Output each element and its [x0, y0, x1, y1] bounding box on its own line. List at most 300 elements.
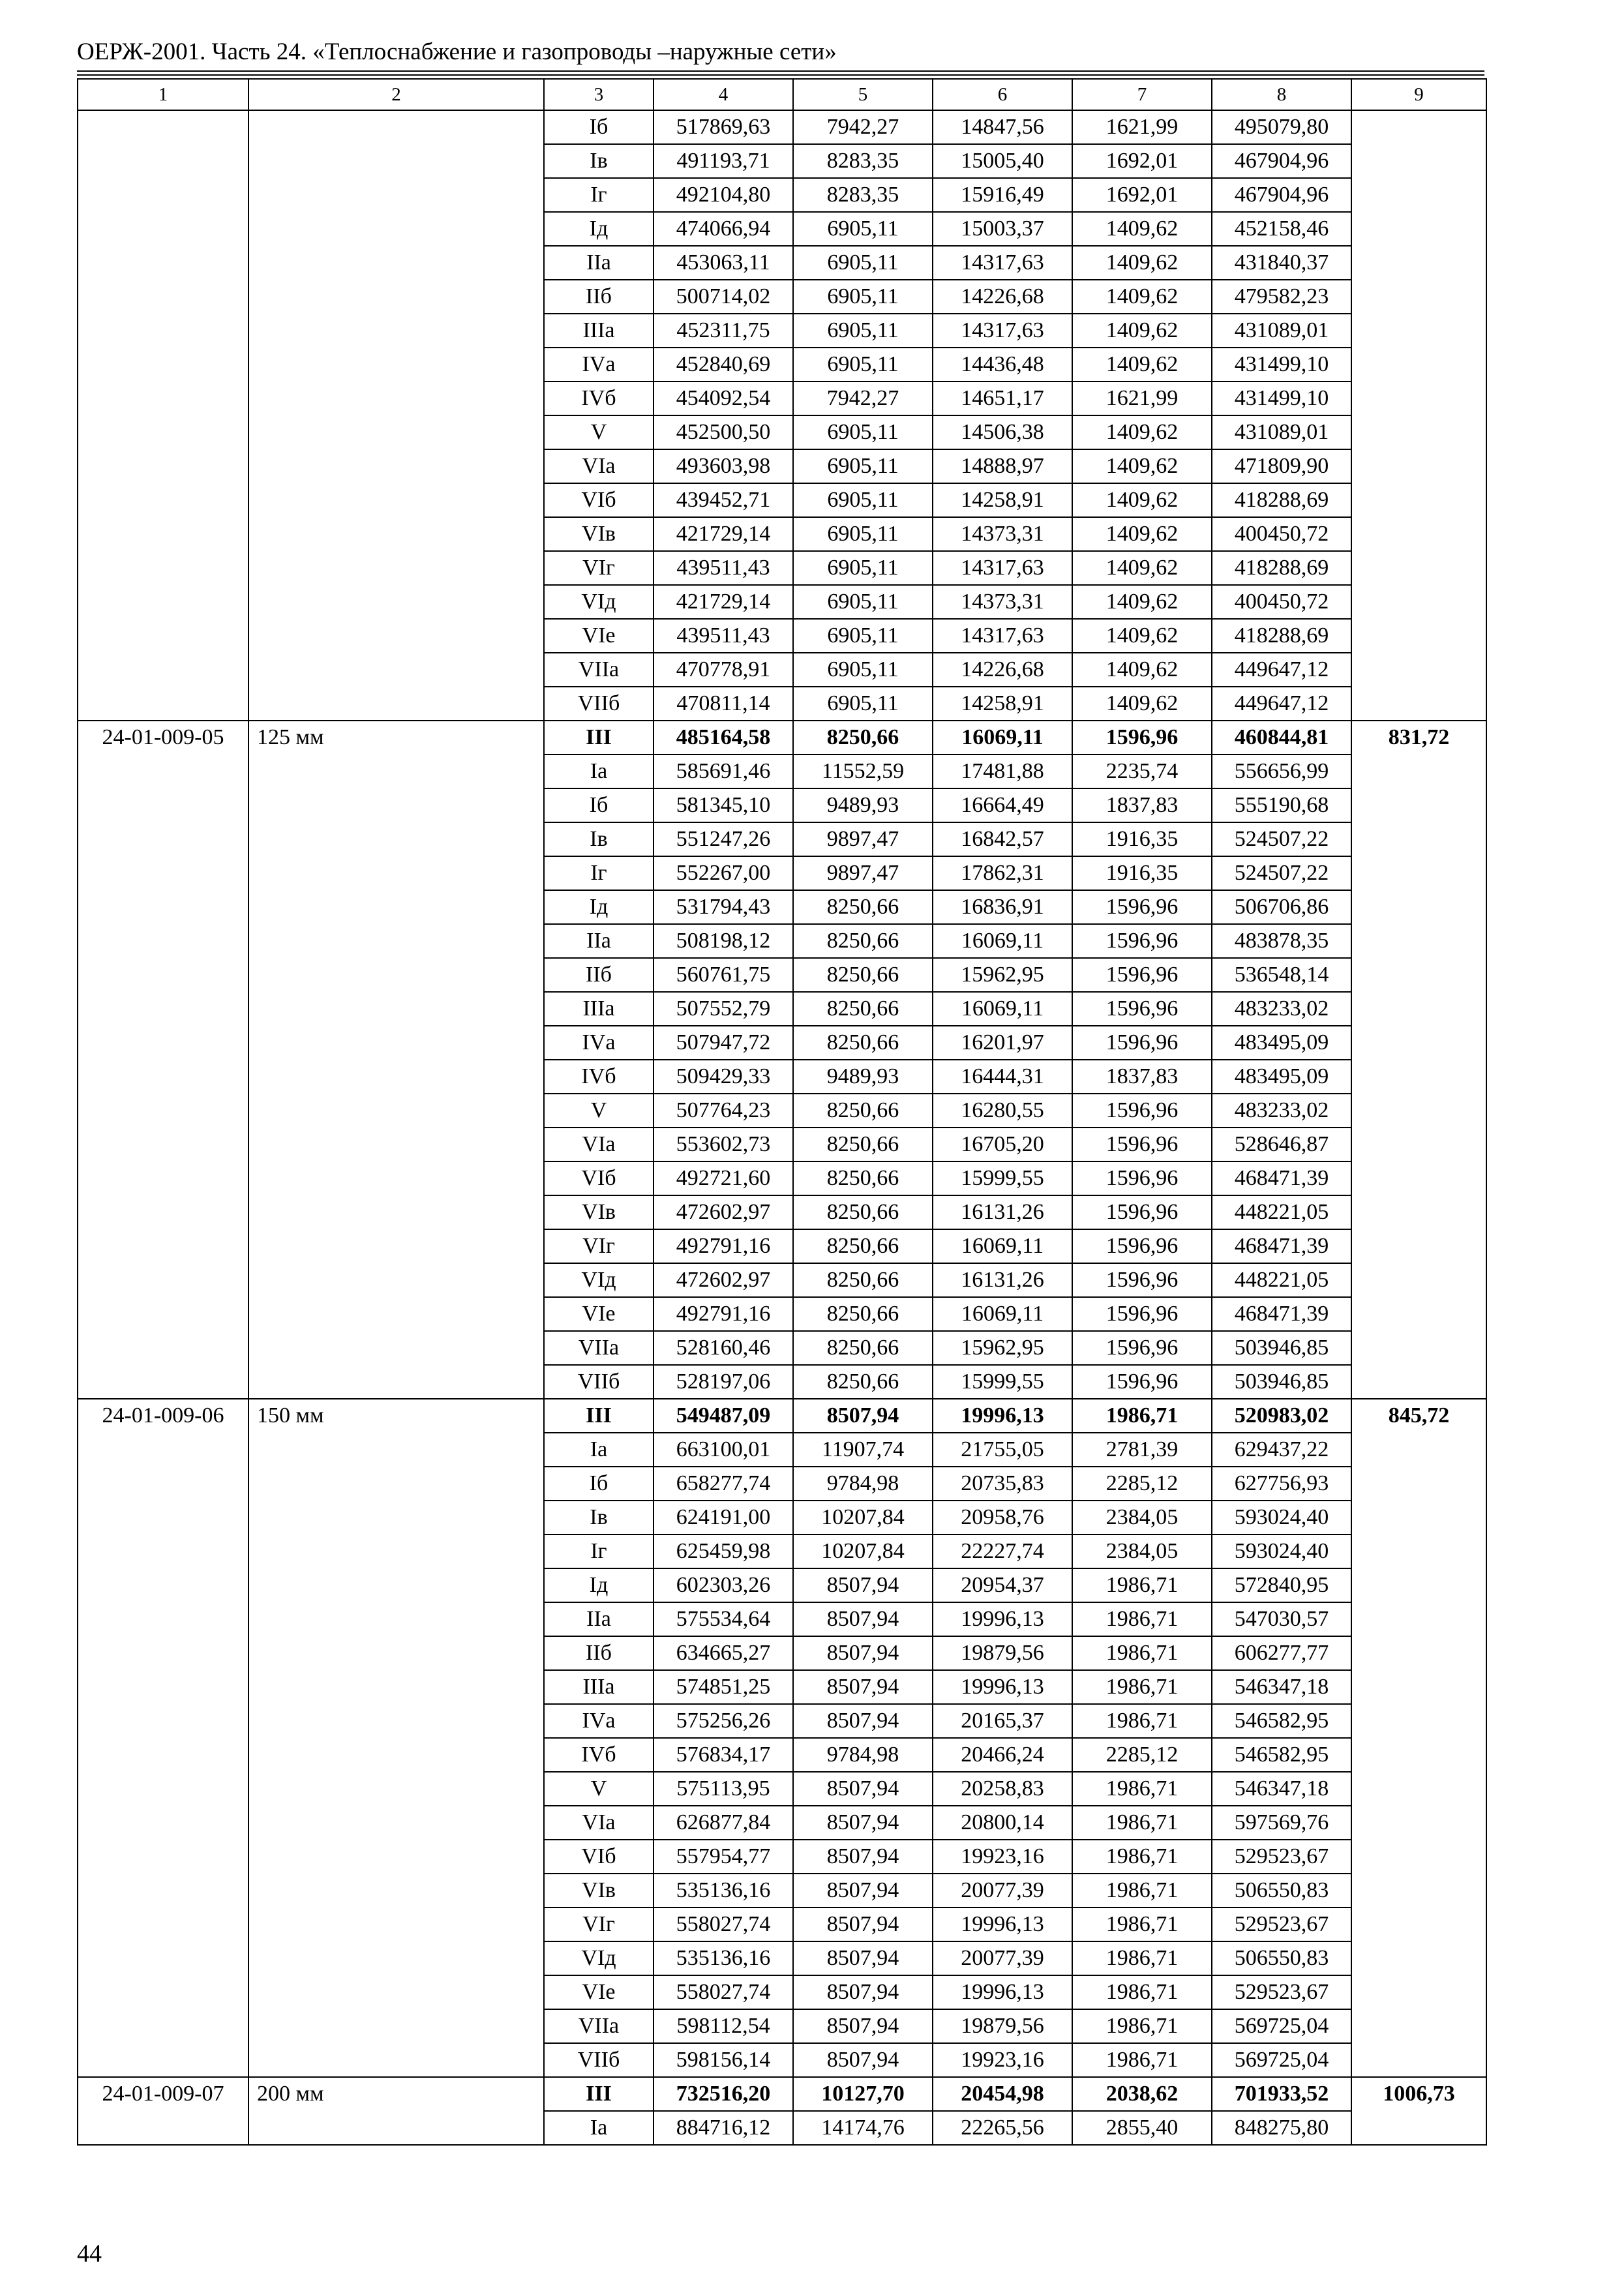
zone-cell: III — [544, 2077, 654, 2111]
value-cell: 20466,24 — [933, 1738, 1072, 1772]
value-cell: 1986,71 — [1072, 1840, 1212, 1874]
value-cell: 553602,73 — [654, 1128, 793, 1161]
value-cell: 14317,63 — [933, 246, 1072, 280]
zone-cell: VIг — [544, 1229, 654, 1263]
value-cell: 1409,62 — [1072, 653, 1212, 687]
value-cell: 1986,71 — [1072, 1670, 1212, 1704]
zone-cell: VIг — [544, 551, 654, 585]
zone-cell: VIе — [544, 619, 654, 653]
value-cell: 448221,05 — [1212, 1195, 1351, 1229]
value-cell: 1409,62 — [1072, 280, 1212, 314]
value-cell: 1409,62 — [1072, 449, 1212, 483]
zone-cell: IVб — [544, 1060, 654, 1094]
value-cell: 452840,69 — [654, 348, 793, 382]
value-cell: 517869,63 — [654, 110, 793, 144]
value-cell: 8507,94 — [793, 1975, 933, 2009]
value-cell: 581345,10 — [654, 788, 793, 822]
value-cell: 483233,02 — [1212, 1094, 1351, 1128]
value-cell: 431089,01 — [1212, 415, 1351, 449]
value-cell: 1596,96 — [1072, 992, 1212, 1026]
zone-cell: Iд — [544, 890, 654, 924]
value-cell: 19996,13 — [933, 1975, 1072, 2009]
value-cell: 439511,43 — [654, 551, 793, 585]
value-cell: 8507,94 — [793, 2009, 933, 2043]
value-cell: 6905,11 — [793, 280, 933, 314]
value-cell: 10207,84 — [793, 1501, 933, 1534]
value-cell: 1986,71 — [1072, 1568, 1212, 1602]
value-cell: 569725,04 — [1212, 2043, 1351, 2077]
value-cell: 2285,12 — [1072, 1467, 1212, 1501]
value-cell: 1986,71 — [1072, 1399, 1212, 1433]
value-cell: 1596,96 — [1072, 1365, 1212, 1399]
value-cell: 467904,96 — [1212, 178, 1351, 212]
value-cell: 528160,46 — [654, 1331, 793, 1365]
value-cell: 557954,77 — [654, 1840, 793, 1874]
header-rule — [77, 74, 1484, 76]
value-cell: 8250,66 — [793, 1161, 933, 1195]
value-cell: 16069,11 — [933, 924, 1072, 958]
value-cell: 546347,18 — [1212, 1772, 1351, 1806]
value-cell: 1692,01 — [1072, 178, 1212, 212]
value-cell: 439452,71 — [654, 483, 793, 517]
value-cell: 15005,40 — [933, 144, 1072, 178]
value-cell: 470778,91 — [654, 653, 793, 687]
value-cell: 492721,60 — [654, 1161, 793, 1195]
value-cell: 421729,14 — [654, 517, 793, 551]
total-cell: 1006,73 — [1351, 2077, 1486, 2145]
value-cell: 16201,97 — [933, 1026, 1072, 1060]
value-cell: 19923,16 — [933, 2043, 1072, 2077]
header-rule — [77, 70, 1484, 72]
value-cell: 1916,35 — [1072, 856, 1212, 890]
value-cell: 1621,99 — [1072, 110, 1212, 144]
value-cell: 20735,83 — [933, 1467, 1072, 1501]
value-cell: 1596,96 — [1072, 958, 1212, 992]
value-cell: 20077,39 — [933, 1941, 1072, 1975]
value-cell: 1986,71 — [1072, 1704, 1212, 1738]
value-cell: 8250,66 — [793, 924, 933, 958]
value-cell: 627756,93 — [1212, 1467, 1351, 1501]
value-cell: 1837,83 — [1072, 788, 1212, 822]
value-cell: 8250,66 — [793, 1229, 933, 1263]
value-cell: 14226,68 — [933, 280, 1072, 314]
value-cell: 597569,76 — [1212, 1806, 1351, 1840]
value-cell: 8250,66 — [793, 1365, 933, 1399]
value-cell: 8507,94 — [793, 1704, 933, 1738]
total-cell: 831,72 — [1351, 721, 1486, 1399]
column-number-cell: 1 — [78, 79, 248, 110]
column-number-cell: 9 — [1351, 79, 1486, 110]
value-cell: 15003,37 — [933, 212, 1072, 246]
value-cell: 9784,98 — [793, 1738, 933, 1772]
value-cell: 14373,31 — [933, 517, 1072, 551]
zone-cell: VIIа — [544, 653, 654, 687]
value-cell: 558027,74 — [654, 1908, 793, 1941]
value-cell: 7942,27 — [793, 382, 933, 415]
zone-cell: Iб — [544, 1467, 654, 1501]
value-cell: 1986,71 — [1072, 1602, 1212, 1636]
zone-cell: Iб — [544, 788, 654, 822]
value-cell: 16131,26 — [933, 1195, 1072, 1229]
value-cell: 15962,95 — [933, 1331, 1072, 1365]
value-cell: 14317,63 — [933, 551, 1072, 585]
value-cell: 1596,96 — [1072, 1094, 1212, 1128]
value-cell: 479582,23 — [1212, 280, 1351, 314]
value-cell: 19879,56 — [933, 2009, 1072, 2043]
value-cell: 8250,66 — [793, 1263, 933, 1297]
value-cell: 454092,54 — [654, 382, 793, 415]
value-cell: 1837,83 — [1072, 1060, 1212, 1094]
value-cell: 606277,77 — [1212, 1636, 1351, 1670]
value-cell: 2384,05 — [1072, 1501, 1212, 1534]
value-cell: 19996,13 — [933, 1908, 1072, 1941]
value-cell: 1986,71 — [1072, 1636, 1212, 1670]
zone-cell: IIIа — [544, 1670, 654, 1704]
value-cell: 8250,66 — [793, 1331, 933, 1365]
zone-cell: Iг — [544, 178, 654, 212]
value-cell: 569725,04 — [1212, 2009, 1351, 2043]
pipe-diameter-cell: 125 мм — [248, 721, 544, 1399]
value-cell: 2235,74 — [1072, 755, 1212, 788]
value-cell: 551247,26 — [654, 822, 793, 856]
value-cell: 8507,94 — [793, 1772, 933, 1806]
value-cell: 8507,94 — [793, 1602, 933, 1636]
value-cell: 1409,62 — [1072, 415, 1212, 449]
value-cell: 1692,01 — [1072, 144, 1212, 178]
value-cell: 16069,11 — [933, 721, 1072, 755]
zone-cell: IVа — [544, 1704, 654, 1738]
value-cell: 529523,67 — [1212, 1975, 1351, 2009]
value-cell: 471809,90 — [1212, 449, 1351, 483]
zone-cell: V — [544, 1094, 654, 1128]
value-cell: 431499,10 — [1212, 382, 1351, 415]
value-cell: 2855,40 — [1072, 2111, 1212, 2145]
value-cell: 1596,96 — [1072, 890, 1212, 924]
value-cell: 8507,94 — [793, 1636, 933, 1670]
value-cell: 528646,87 — [1212, 1128, 1351, 1161]
value-cell: 6905,11 — [793, 551, 933, 585]
value-cell: 1986,71 — [1072, 1941, 1212, 1975]
value-cell: 1596,96 — [1072, 924, 1212, 958]
value-cell: 524507,22 — [1212, 856, 1351, 890]
zone-cell: VIа — [544, 449, 654, 483]
zone-cell: Iд — [544, 1568, 654, 1602]
value-cell: 452500,50 — [654, 415, 793, 449]
value-cell: 492791,16 — [654, 1229, 793, 1263]
zone-cell: IIа — [544, 246, 654, 280]
value-cell: 10207,84 — [793, 1534, 933, 1568]
zone-cell: IVа — [544, 348, 654, 382]
value-cell: 16836,91 — [933, 890, 1072, 924]
value-cell: 460844,81 — [1212, 721, 1351, 755]
value-cell: 1596,96 — [1072, 1161, 1212, 1195]
value-cell: 439511,43 — [654, 619, 793, 653]
value-cell: 495079,80 — [1212, 110, 1351, 144]
value-cell: 701933,52 — [1212, 2077, 1351, 2111]
value-cell: 1596,96 — [1072, 1331, 1212, 1365]
value-cell: 14888,97 — [933, 449, 1072, 483]
value-cell: 8507,94 — [793, 2043, 933, 2077]
value-cell: 16705,20 — [933, 1128, 1072, 1161]
zone-cell: IIб — [544, 280, 654, 314]
rate-code-cell: 24-01-009-07 — [78, 2077, 248, 2145]
zone-cell: V — [544, 1772, 654, 1806]
value-cell: 549487,09 — [654, 1399, 793, 1433]
value-cell: 431840,37 — [1212, 246, 1351, 280]
value-cell: 10127,70 — [793, 2077, 933, 2111]
value-cell: 2384,05 — [1072, 1534, 1212, 1568]
value-cell: 483233,02 — [1212, 992, 1351, 1026]
value-cell: 503946,85 — [1212, 1331, 1351, 1365]
zone-cell: VIе — [544, 1975, 654, 2009]
value-cell: 22265,56 — [933, 2111, 1072, 2145]
value-cell: 9897,47 — [793, 856, 933, 890]
zone-cell: VIд — [544, 585, 654, 619]
value-cell: 9897,47 — [793, 822, 933, 856]
value-cell: 509429,33 — [654, 1060, 793, 1094]
value-cell: 16444,31 — [933, 1060, 1072, 1094]
value-cell: 20258,83 — [933, 1772, 1072, 1806]
value-cell: 2038,62 — [1072, 2077, 1212, 2111]
value-cell: 474066,94 — [654, 212, 793, 246]
column-number-cell: 8 — [1212, 79, 1351, 110]
zone-cell: VIIб — [544, 687, 654, 721]
value-cell: 1986,71 — [1072, 1806, 1212, 1840]
value-cell: 6905,11 — [793, 449, 933, 483]
zone-cell: III — [544, 721, 654, 755]
value-cell: 1409,62 — [1072, 212, 1212, 246]
value-cell: 884716,12 — [654, 2111, 793, 2145]
value-cell: 418288,69 — [1212, 619, 1351, 653]
value-cell: 431499,10 — [1212, 348, 1351, 382]
value-cell: 6905,11 — [793, 415, 933, 449]
value-cell: 20958,76 — [933, 1501, 1072, 1534]
value-cell: 14174,76 — [793, 2111, 933, 2145]
value-cell: 500714,02 — [654, 280, 793, 314]
value-cell: 8507,94 — [793, 1874, 933, 1908]
value-cell: 8507,94 — [793, 1568, 933, 1602]
value-cell: 431089,01 — [1212, 314, 1351, 348]
zone-cell: IVб — [544, 1738, 654, 1772]
zone-cell: Iа — [544, 2111, 654, 2145]
table-body — [78, 79, 1486, 2145]
value-cell: 1409,62 — [1072, 551, 1212, 585]
total-cell: 845,72 — [1351, 1399, 1486, 2077]
value-cell: 19996,13 — [933, 1602, 1072, 1636]
value-cell: 8283,35 — [793, 178, 933, 212]
table-row — [78, 2077, 1486, 2111]
zone-cell: VIд — [544, 1263, 654, 1297]
rates-table — [77, 78, 1487, 2146]
value-cell: 15916,49 — [933, 178, 1072, 212]
value-cell: 1409,62 — [1072, 687, 1212, 721]
value-cell: 453063,11 — [654, 246, 793, 280]
value-cell: 6905,11 — [793, 212, 933, 246]
value-cell: 556656,99 — [1212, 755, 1351, 788]
value-cell: 11552,59 — [793, 755, 933, 788]
value-cell: 16280,55 — [933, 1094, 1072, 1128]
value-cell: 14373,31 — [933, 585, 1072, 619]
value-cell: 8250,66 — [793, 1128, 933, 1161]
column-number-cell: 7 — [1072, 79, 1212, 110]
zone-cell: VIв — [544, 517, 654, 551]
zone-cell: VIв — [544, 1874, 654, 1908]
value-cell: 732516,20 — [654, 2077, 793, 2111]
value-cell: 6905,11 — [793, 483, 933, 517]
value-cell: 625459,98 — [654, 1534, 793, 1568]
value-cell: 483495,09 — [1212, 1060, 1351, 1094]
zone-cell: VIб — [544, 1161, 654, 1195]
value-cell: 8250,66 — [793, 1195, 933, 1229]
column-number-cell: 5 — [793, 79, 933, 110]
value-cell: 529523,67 — [1212, 1908, 1351, 1941]
value-cell: 418288,69 — [1212, 551, 1351, 585]
zone-cell: VIIа — [544, 1331, 654, 1365]
value-cell: 6905,11 — [793, 653, 933, 687]
value-cell: 624191,00 — [654, 1501, 793, 1534]
pipe-diameter-cell: 150 мм — [248, 1399, 544, 2077]
value-cell: 6905,11 — [793, 619, 933, 653]
value-cell: 8250,66 — [793, 992, 933, 1026]
value-cell: 1986,71 — [1072, 2043, 1212, 2077]
rate-code-cell — [78, 110, 248, 721]
value-cell: 400450,72 — [1212, 517, 1351, 551]
rate-code-cell: 24-01-009-05 — [78, 721, 248, 1399]
value-cell: 19923,16 — [933, 1840, 1072, 1874]
value-cell: 14258,91 — [933, 687, 1072, 721]
value-cell: 20077,39 — [933, 1874, 1072, 1908]
value-cell: 626877,84 — [654, 1806, 793, 1840]
value-cell: 14506,38 — [933, 415, 1072, 449]
value-cell: 21755,05 — [933, 1433, 1072, 1467]
value-cell: 535136,16 — [654, 1874, 793, 1908]
table-row — [78, 1399, 1486, 1433]
value-cell: 634665,27 — [654, 1636, 793, 1670]
value-cell: 449647,12 — [1212, 653, 1351, 687]
zone-cell: Iд — [544, 212, 654, 246]
value-cell: 418288,69 — [1212, 483, 1351, 517]
zone-cell: VIа — [544, 1806, 654, 1840]
value-cell: 452311,75 — [654, 314, 793, 348]
value-cell: 536548,14 — [1212, 958, 1351, 992]
value-cell: 8507,94 — [793, 1908, 933, 1941]
zone-cell: IIб — [544, 958, 654, 992]
value-cell: 524507,22 — [1212, 822, 1351, 856]
value-cell: 19996,13 — [933, 1670, 1072, 1704]
value-cell: 546582,95 — [1212, 1738, 1351, 1772]
value-cell: 508198,12 — [654, 924, 793, 958]
value-cell: 19879,56 — [933, 1636, 1072, 1670]
zone-cell: IVа — [544, 1026, 654, 1060]
zone-cell: IIIа — [544, 314, 654, 348]
value-cell: 575256,26 — [654, 1704, 793, 1738]
value-cell: 1596,96 — [1072, 721, 1212, 755]
value-cell: 9784,98 — [793, 1467, 933, 1501]
value-cell: 506706,86 — [1212, 890, 1351, 924]
value-cell: 2781,39 — [1072, 1433, 1212, 1467]
value-cell: 468471,39 — [1212, 1297, 1351, 1331]
value-cell: 520983,02 — [1212, 1399, 1351, 1433]
value-cell: 1596,96 — [1072, 1297, 1212, 1331]
value-cell: 1621,99 — [1072, 382, 1212, 415]
column-number-row — [78, 79, 1486, 110]
zone-cell: IIа — [544, 1602, 654, 1636]
value-cell: 14847,56 — [933, 110, 1072, 144]
value-cell: 507764,23 — [654, 1094, 793, 1128]
value-cell: 1986,71 — [1072, 1772, 1212, 1806]
zone-cell: III — [544, 1399, 654, 1433]
value-cell: 572840,95 — [1212, 1568, 1351, 1602]
value-cell: 848275,80 — [1212, 2111, 1351, 2145]
value-cell: 1986,71 — [1072, 1908, 1212, 1941]
value-cell: 560761,75 — [654, 958, 793, 992]
zone-cell: VIе — [544, 1297, 654, 1331]
value-cell: 16842,57 — [933, 822, 1072, 856]
zone-cell: Iа — [544, 755, 654, 788]
zone-cell: VIв — [544, 1195, 654, 1229]
value-cell: 1409,62 — [1072, 517, 1212, 551]
value-cell: 16069,11 — [933, 1297, 1072, 1331]
value-cell: 575113,95 — [654, 1772, 793, 1806]
page-number: 44 — [77, 2240, 102, 2267]
value-cell: 1409,62 — [1072, 619, 1212, 653]
table-row — [78, 721, 1486, 755]
value-cell: 6905,11 — [793, 585, 933, 619]
value-cell: 1986,71 — [1072, 2009, 1212, 2043]
value-cell: 9489,93 — [793, 788, 933, 822]
zone-cell: Iг — [544, 1534, 654, 1568]
table-row — [78, 110, 1486, 144]
value-cell: 1596,96 — [1072, 1128, 1212, 1161]
value-cell: 492791,16 — [654, 1297, 793, 1331]
pipe-diameter-cell: 200 мм — [248, 2077, 544, 2145]
zone-cell: Iв — [544, 144, 654, 178]
value-cell: 8250,66 — [793, 1094, 933, 1128]
value-cell: 8507,94 — [793, 1840, 933, 1874]
value-cell: 1596,96 — [1072, 1229, 1212, 1263]
value-cell: 1916,35 — [1072, 822, 1212, 856]
total-cell — [1351, 110, 1486, 721]
value-cell: 574851,25 — [654, 1670, 793, 1704]
value-cell: 555190,68 — [1212, 788, 1351, 822]
value-cell: 2285,12 — [1072, 1738, 1212, 1772]
value-cell: 1409,62 — [1072, 483, 1212, 517]
zone-cell: V — [544, 415, 654, 449]
column-number-cell: 2 — [248, 79, 544, 110]
column-number-cell: 3 — [544, 79, 654, 110]
value-cell: 552267,00 — [654, 856, 793, 890]
value-cell: 593024,40 — [1212, 1534, 1351, 1568]
value-cell: 449647,12 — [1212, 687, 1351, 721]
zone-cell: VIIа — [544, 2009, 654, 2043]
column-number-cell: 4 — [654, 79, 793, 110]
value-cell: 20954,37 — [933, 1568, 1072, 1602]
value-cell: 506550,83 — [1212, 1874, 1351, 1908]
value-cell: 19996,13 — [933, 1399, 1072, 1433]
value-cell: 602303,26 — [654, 1568, 793, 1602]
zone-cell: IIб — [544, 1636, 654, 1670]
value-cell: 470811,14 — [654, 687, 793, 721]
value-cell: 8250,66 — [793, 890, 933, 924]
value-cell: 558027,74 — [654, 1975, 793, 2009]
value-cell: 20165,37 — [933, 1704, 1072, 1738]
value-cell: 506550,83 — [1212, 1941, 1351, 1975]
value-cell: 6905,11 — [793, 517, 933, 551]
value-cell: 11907,74 — [793, 1433, 933, 1467]
value-cell: 421729,14 — [654, 585, 793, 619]
value-cell: 1409,62 — [1072, 585, 1212, 619]
value-cell: 585691,46 — [654, 755, 793, 788]
